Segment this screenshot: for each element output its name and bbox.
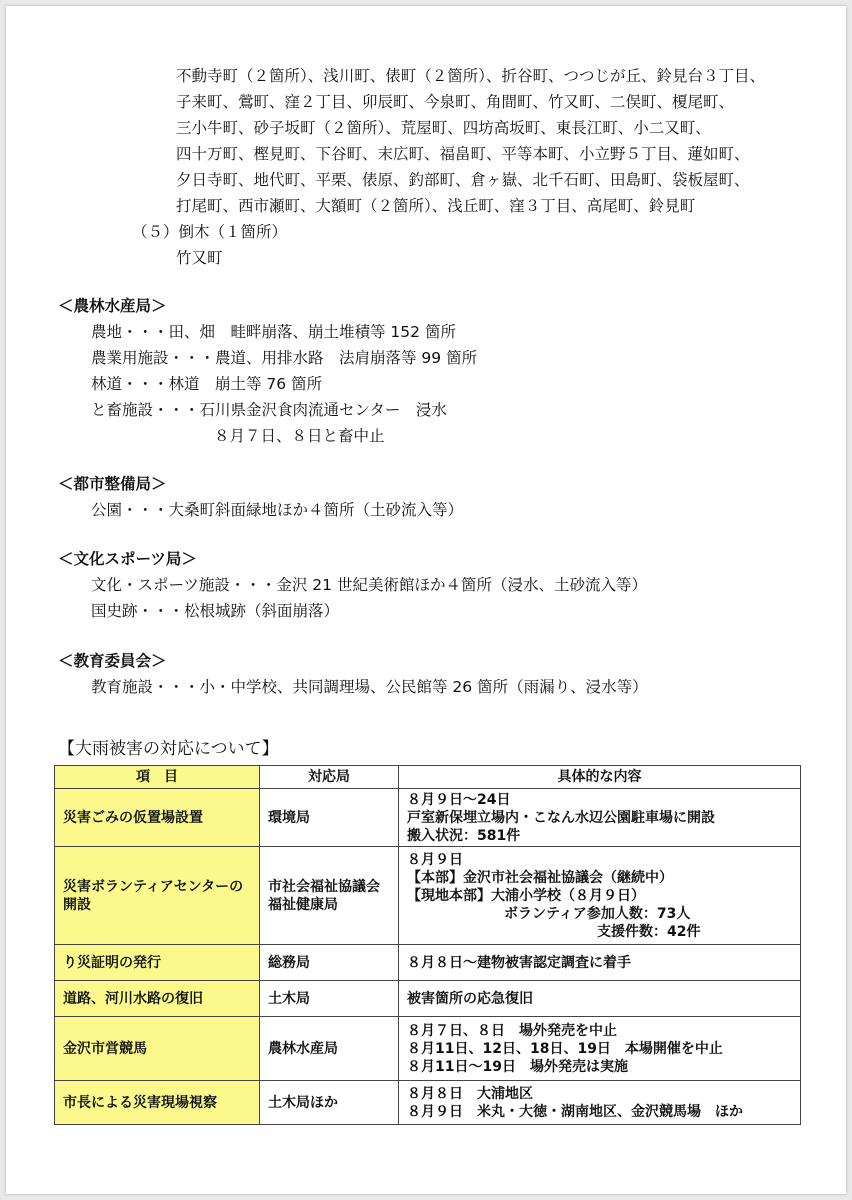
detail-line: ボランティア参加人数：73人 [504, 905, 691, 922]
row-detail [399, 1081, 801, 1125]
agri-line: 農地・・・田、畑 畦畔崩落、崩土堆積等 152 箇所 [91, 323, 456, 341]
agri-line: 農業用施設・・・農道、用排水路 法肩崩落等 99 箇所 [91, 349, 478, 367]
section-title-culture: ＜文化スポーツ局＞ [58, 550, 197, 568]
table-row [55, 847, 801, 945]
row-dept: 市社会福祉協議会 福祉健康局 [260, 847, 399, 945]
detail-line: 【現地本部】大浦小学校（８月９日） [407, 887, 645, 904]
row-item: り災証明の発行 [55, 945, 260, 981]
culture-line: 文化・スポーツ施設・・・金沢 21 世紀美術館ほか４箇所（浸水、土砂流入等） [91, 576, 647, 594]
agri-line: 林道・・・林道 崩土等 76 箇所 [91, 375, 323, 393]
town-list-line: 夕日寺町、地代町、平栗、俵原、釣部町、倉ヶ嶽、北千石町、田島町、袋板屋町、 [176, 171, 750, 189]
row-dept: 土木局 [260, 981, 399, 1017]
table-row [55, 1017, 801, 1081]
detail-line: ８月９日 米丸・大徳・湖南地区、金沢競馬場 ほか [407, 1103, 743, 1120]
town-list-line: 三小牛町、砂子坂町（２箇所）、荒屋町、四坊高坂町、東長江町、小二又町、 [176, 119, 711, 137]
row-item: 災害ボランティアセンターの開設 [55, 847, 260, 945]
response-table [54, 765, 801, 1125]
fallen-trees-heading: （５）倒木（１箇所） [132, 223, 288, 241]
section-title-urban: ＜都市整備局＞ [58, 475, 167, 493]
table-row [55, 1081, 801, 1125]
table-row [55, 789, 801, 847]
header-dept: 対応局 [260, 766, 399, 789]
town-list-line: 打尾町、西市瀬町、大額町（２箇所）、浅丘町、窪３丁目、高尾町、鈴見町 [176, 197, 696, 215]
detail-line: ８月８日～建物被害認定調査に着手 [407, 954, 631, 971]
detail-line: ８月８日 大浦地区 [407, 1085, 533, 1102]
culture-line: 国史跡・・・松根城跡（斜面崩落） [91, 602, 340, 620]
detail-line: ８月７日、８日 場外発売を中止 [407, 1022, 617, 1039]
detail-line: 搬入状況：581件 [407, 827, 521, 844]
row-detail [399, 1017, 801, 1081]
row-item: 災害ごみの仮置場設置 [55, 789, 260, 847]
row-dept: 総務局 [260, 945, 399, 981]
detail-line: 支援件数：42件 [597, 923, 701, 940]
town-list-line: 四十万町、樫見町、下谷町、末広町、福畠町、平等本町、小立野５丁目、蓮如町、 [176, 145, 750, 163]
table-row [55, 981, 801, 1017]
detail-line: 被害箇所の応急復旧 [407, 990, 533, 1007]
detail-line: 戸室新保埋立場内・こなん水辺公園駐車場に開設 [407, 809, 715, 826]
urban-line: 公園・・・大桑町斜面緑地ほか４箇所（土砂流入等） [91, 501, 464, 519]
education-line: 教育施設・・・小・中学校、共同調理場、公民館等 26 箇所（雨漏り、浸水等） [91, 678, 648, 696]
row-dept: 農林水産局 [260, 1017, 399, 1081]
section-title-education: ＜教育委員会＞ [58, 652, 167, 670]
row-dept: 環境局 [260, 789, 399, 847]
agri-line: と畜施設・・・石川県金沢食肉流通センター 浸水 [91, 401, 447, 419]
detail-line: ８月11日～19日 場外発売は実施 [407, 1058, 628, 1075]
fallen-trees-place: 竹又町 [176, 249, 223, 267]
row-item: 道路、河川水路の復旧 [55, 981, 260, 1017]
detail-line: ８月９日 [407, 851, 463, 868]
response-title: 【大雨被害の対応について】 [58, 739, 279, 759]
row-item: 市長による災害現場視察 [55, 1081, 260, 1125]
header-detail: 具体的な内容 [399, 766, 801, 789]
town-list-line: 子来町、鶯町、窪２丁目、卯辰町、今泉町、角間町、竹又町、二俣町、榎尾町、 [176, 93, 735, 111]
detail-line: ８月９日～24日 [407, 791, 511, 808]
town-list-line: 不動寺町（２箇所）、浅川町、俵町（２箇所）、折谷町、つつじが丘、鈴見台３丁目、 [176, 67, 766, 85]
table-header-row [55, 766, 801, 789]
row-detail [399, 945, 801, 981]
detail-line: ８月11日、12日、18日、19日 本場開催を中止 [407, 1040, 723, 1057]
row-dept: 土木局ほか [260, 1081, 399, 1125]
row-detail [399, 847, 801, 945]
header-item: 項 目 [55, 766, 260, 789]
section-title-agri: ＜農林水産局＞ [58, 297, 167, 315]
row-detail [399, 789, 801, 847]
agri-line: ８月７日、８日と畜中止 [214, 427, 385, 445]
row-detail [399, 981, 801, 1017]
detail-line: 【本部】金沢市社会福祉協議会（継続中） [407, 869, 673, 886]
row-item: 金沢市営競馬 [55, 1017, 260, 1081]
table-row [55, 945, 801, 981]
